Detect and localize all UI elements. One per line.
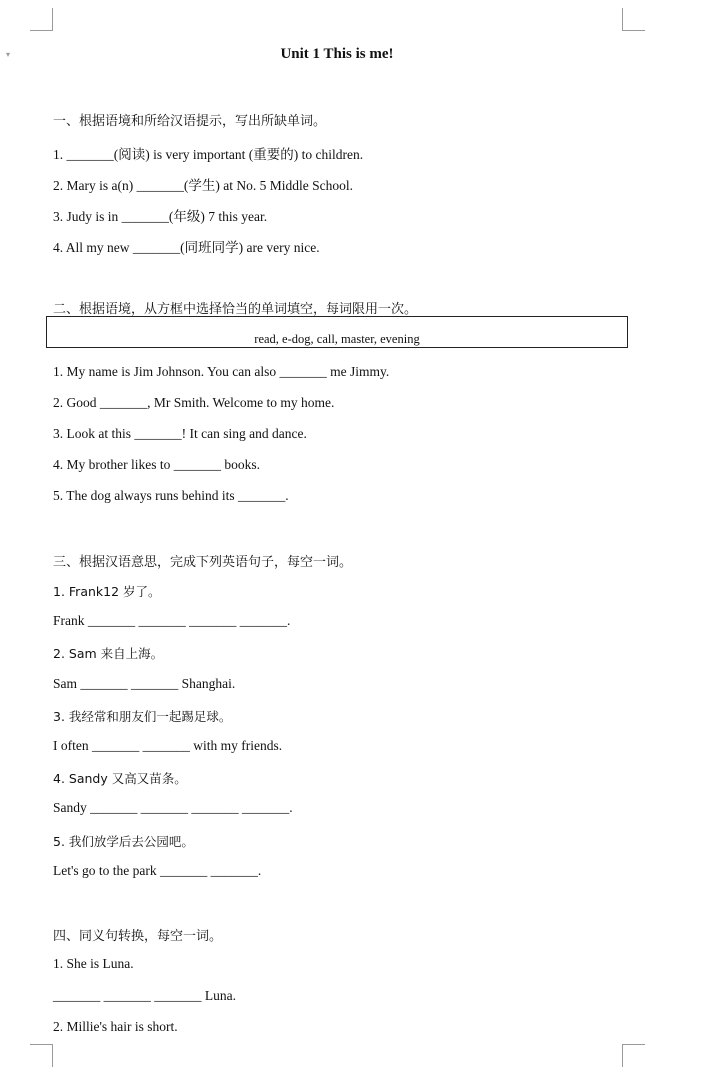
document-title: Unit 1 This is me!	[280, 46, 394, 62]
section4-item-1: 1. She is Luna.	[53, 956, 134, 971]
section3-item-5-en: Let's go to the park _______ _______.	[53, 863, 262, 878]
section2-heading: 二、根据语境，从方框中选择恰当的单词填空，每词限用一次。	[53, 302, 418, 317]
section3-item-3-cn: 3. 我经常和朋友们一起踢足球。	[53, 709, 232, 724]
section4-item-2: 2. Millie's hair is short.	[53, 1019, 178, 1034]
section3-item-1-cn: 1. Frank12 岁了。	[53, 584, 161, 599]
section3-item-1-en: Frank _______ _______ _______ _______.	[53, 613, 291, 628]
section2-item-4: 4. My brother likes to _______ books.	[53, 457, 260, 472]
section2-item-3: 3. Look at this _______! It can sing and dance.	[53, 426, 307, 441]
section2-item-1: 1. My name is Jim Johnson. You can also _______ me Jimmy.	[53, 364, 390, 379]
crop-mark-top-left	[30, 8, 53, 31]
section3-item-4-cn: 4. Sandy 又高又苗条。	[53, 771, 187, 786]
section3-item-2-cn: 2. Sam 来自上海。	[53, 646, 164, 661]
section3-item-4-en: Sandy _______ _______ _______ _______.	[53, 800, 293, 815]
section3-item-2-en: Sam _______ _______ Shanghai.	[53, 676, 236, 691]
section3-heading: 三、根据汉语意思，完成下列英语句子，每空一词。	[53, 555, 353, 570]
section4-heading: 四、同义句转换，每空一词。	[53, 929, 223, 944]
section2-item-5: 5. The dog always runs behind its _______.	[53, 488, 289, 503]
section1-item-3: 3. Judy is in _______(年级) 7 this year.	[53, 209, 268, 224]
crop-mark-top-right	[622, 8, 645, 31]
section3-item-5-cn: 5. 我们放学后去公园吧。	[53, 834, 194, 849]
section3-item-3-en: I often _______ _______ with my friends.	[53, 738, 283, 753]
crop-mark-bottom-right	[622, 1044, 645, 1067]
section1-heading: 一、根据语境和所给汉语提示，写出所缺单词。	[53, 114, 327, 129]
word-box: read, e-dog, call, master, evening	[46, 316, 628, 348]
section2-item-2: 2. Good _______, Mr Smith. Welcome to my home.	[53, 395, 335, 410]
margin-arrow-icon: ▾	[6, 50, 11, 59]
crop-mark-bottom-left	[30, 1044, 53, 1067]
section4-item-1-answer: _______ _______ _______ Luna.	[53, 988, 236, 1003]
section1-item-1: 1. _______(阅读) is very important (重要的) to children.	[53, 147, 364, 162]
section1-item-2: 2. Mary is a(n) _______(学生) at No. 5 Middle School.	[53, 178, 353, 193]
section1-item-4: 4. All my new _______(同班同学) are very nice.	[53, 240, 320, 255]
